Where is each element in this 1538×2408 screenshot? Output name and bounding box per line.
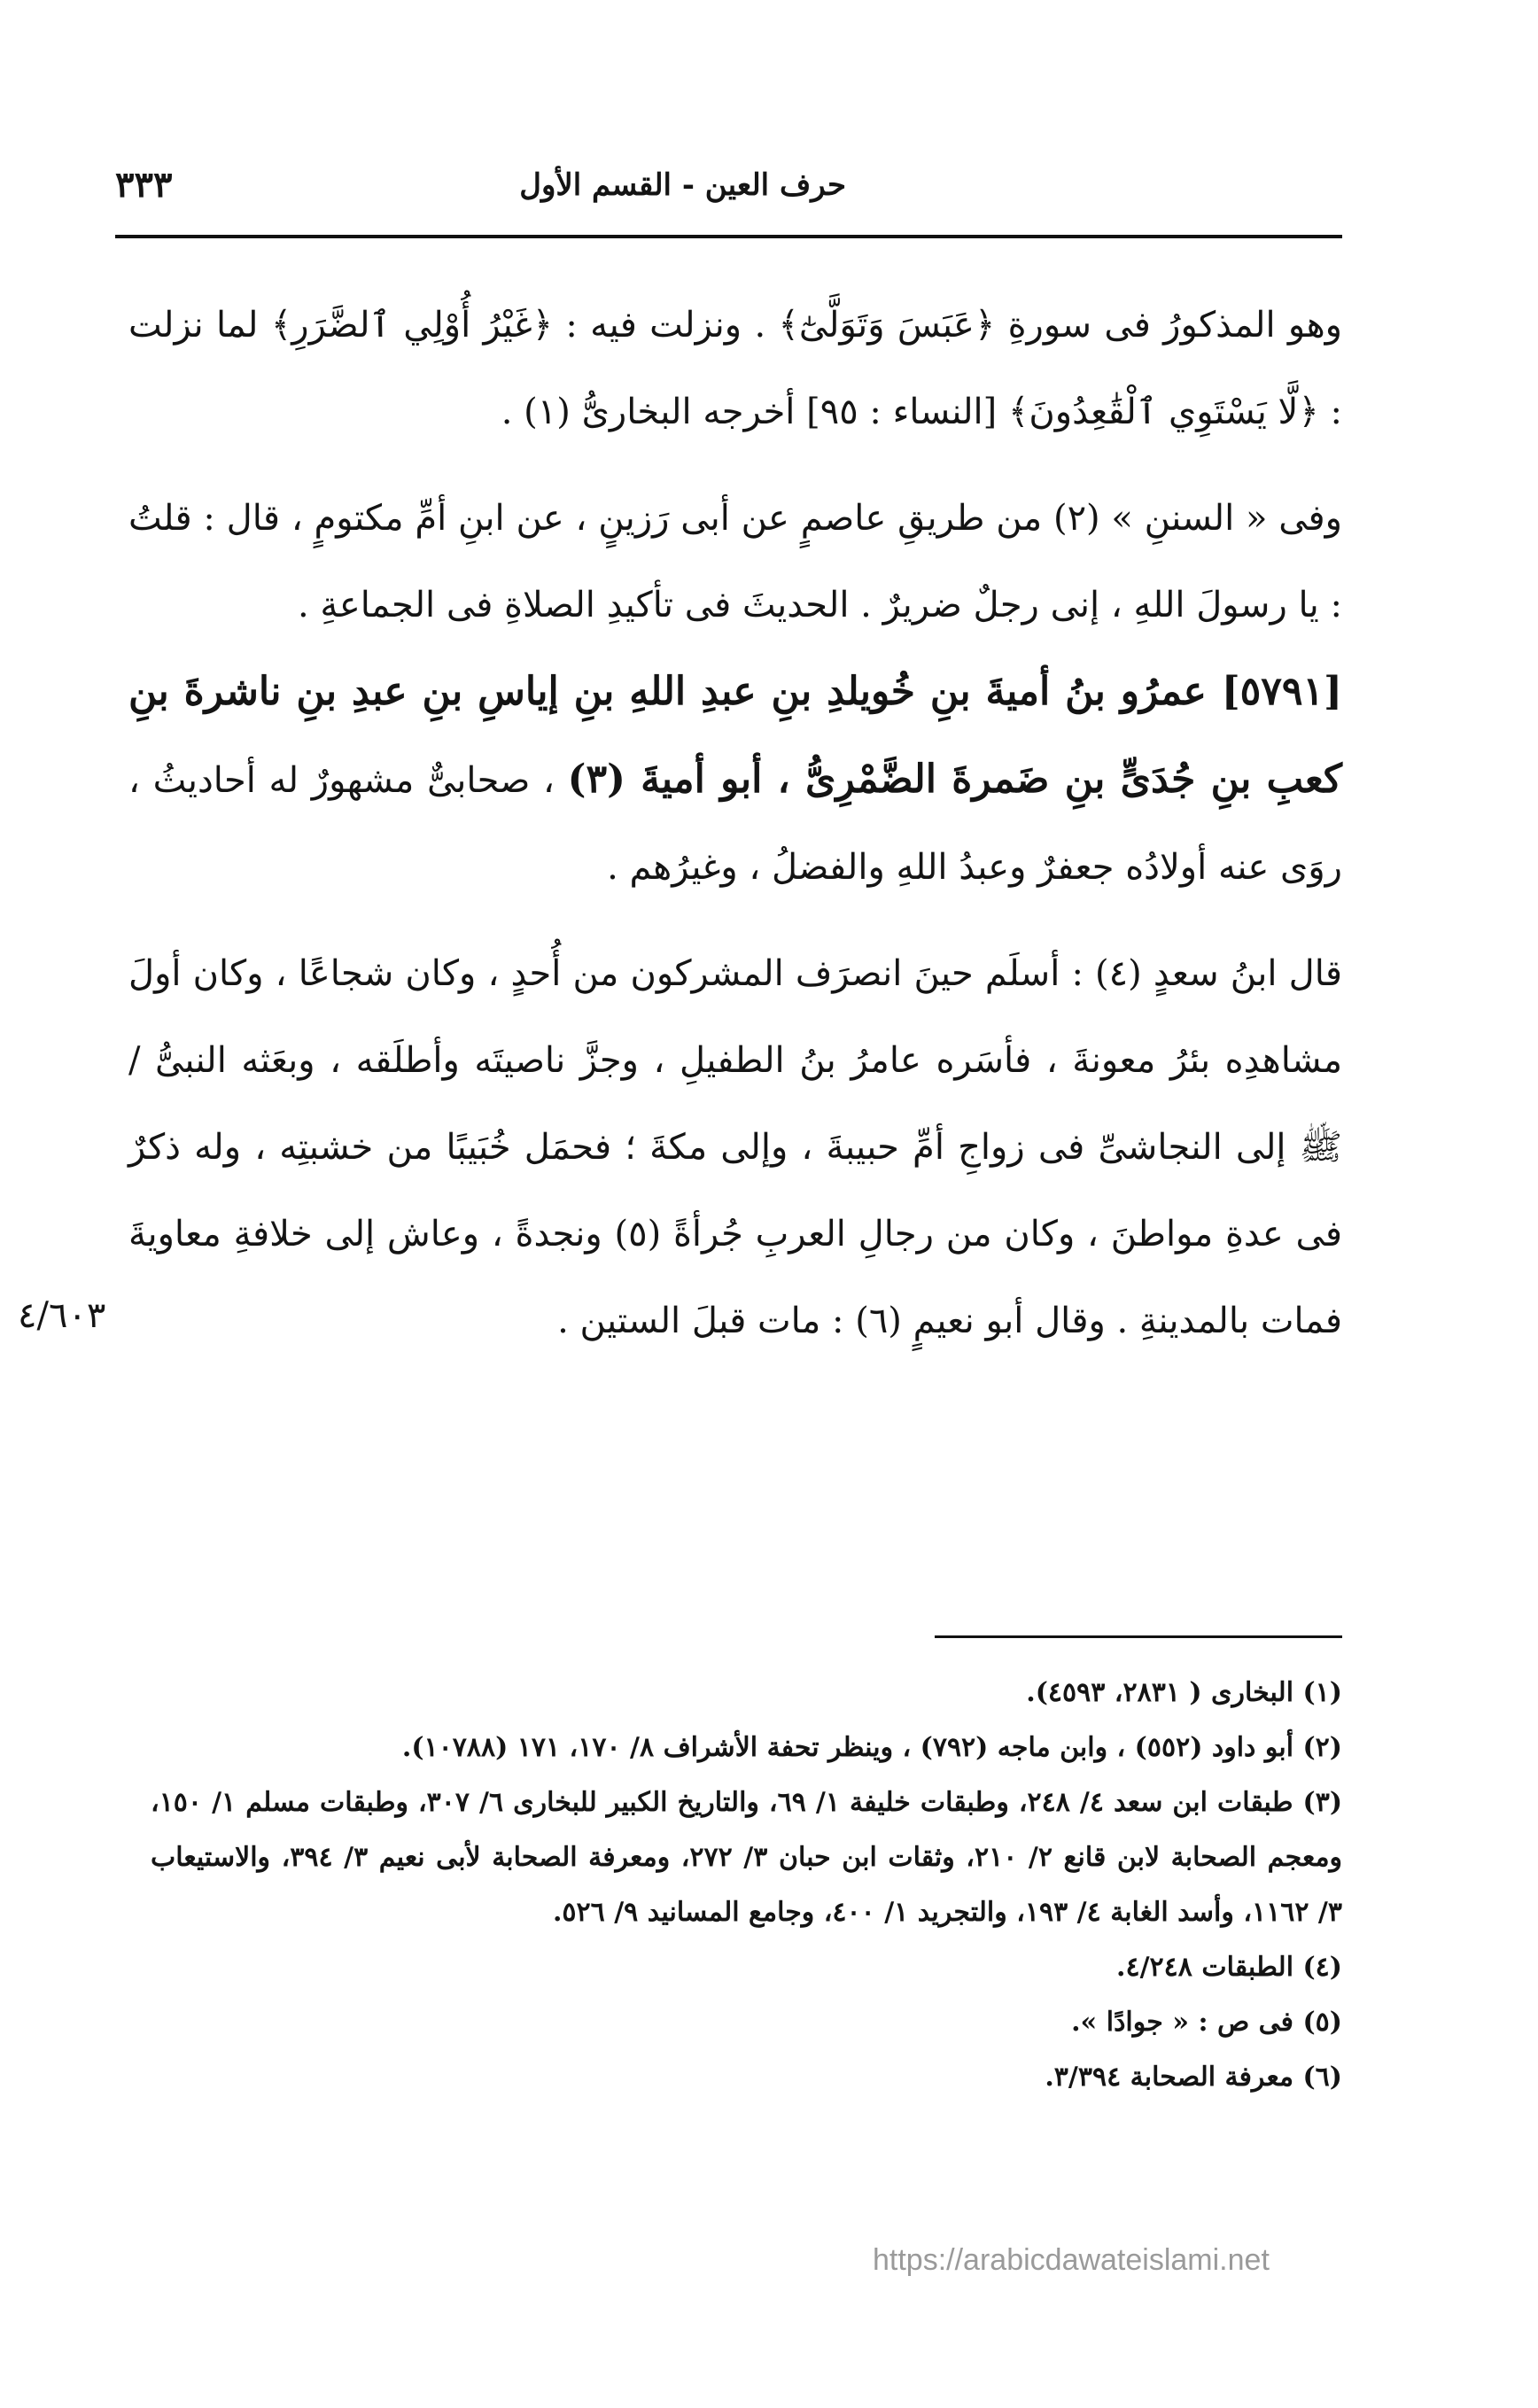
- page-number: ٣٣٣: [115, 164, 173, 206]
- footnote-2: (٢) أبو داود (٥٥٢) ، وابن ماجه (٧٩٢) ، وينظر تحفة الأشراف ٨/ ١٧٠، ١٧١ (١٠٧٨٨).: [401, 1732, 1342, 1763]
- paragraph-intro: وهو المذكورُ فى سورةِ ﴿عَبَسَ وَتَوَلَّىٰٓ﴾ . ونزلت فيه : ﴿غَيْرُ أُوْلِي ٱلضَّرَرِ﴾ لما نزلت : ﴿لَّا يَسْتَوِي ٱلْقَٰعِدُونَ﴾ [النساء : ٩٥] أخرجه البخارىُّ (١) .: [128, 305, 1342, 432]
- paragraph-sunan: وفى « السننِ » (٢) من طريقِ عاصمٍ عن أبى رَزينٍ ، عن ابنِ أمِّ مكتومٍ ، قال : قلتُ : يا رسولَ اللهِ ، إنى رجلٌ ضريرٌ . الحديثَ فى تأكيدِ الصلاةِ فى الجماعةِ .: [128, 498, 1342, 625]
- footnote-3: (٣) طبقات ابن سعد ٤/ ٢٤٨، وطبقات خليفة ١/ ٦٩، والتاريخ الكبير للبخارى ٦/ ٣٠٧، وطبقات مسلم ١/ ١٥٠، ومعجم الصحابة لابن قانع ٢/ ٢١٠، وثقات ابن حبان ٣/ ٢٧٢، ومعرفة الصحابة لأبى نعيم ٣/ ٣٩٤، والاستيعاب ٣/ ١١٦٢، وأسد الغابة ٤/ ١٩٣، والتجريد ١/ ٤٠٠، وجامع المسانيد ٩/ ٥٢٦.: [151, 1787, 1343, 1928]
- entry-heading: [٥٧٩١] عمرُو بنُ أميةَ بنِ خُويلدِ بنِ عبدِ اللهِ بنِ إياسِ بنِ عبدِ بنِ ناشرةَ بنِ كعبِ بنِ جُدَىٍّ بنِ ضَمرةَ الضَّمْرِىُّ ، أبو أميةَ (٣): [128, 669, 1342, 802]
- footnote-5: (٥) فى ص : « جوادًا ».: [1071, 2007, 1342, 2038]
- footnote-4: (٤) الطبقات ٤/٢٤٨.: [1116, 1952, 1342, 1983]
- paragraph-ibn-saad: قال ابنُ سعدٍ (٤) : أسلَم حينَ انصرَف المشركون من أُحدٍ ، وكان شجاعًا ، وكان أولَ مشاهدِه بئرُ معونةَ ، فأسَره عامرُ بنُ الطفيلِ ، وجزَّ ناصيتَه وأطلَقه ، وبعَثه النبىُّ / ﷺ إلى النجاشىِّ فى زواجِ أمِّ حبيبةَ ، وإلى مكةَ ؛ فحمَل خُبَيبًا من خشبتِه ، وله ذكرٌ فى عدةِ مواطنَ ، وكان من رجالِ العربِ جُرأةً (٥) ونجدةً ، وعاش إلى خلافةِ معاويةَ فمات بالمدينةِ . وقال أبو نعيمٍ (٦) : مات قبلَ الستين .: [128, 953, 1343, 1341]
- footnote-6: (٦) معرفة الصحابة ٣/٣٩٤.: [1045, 2062, 1342, 2093]
- watermark-url: https://arabicdawateislami.net: [873, 2243, 1270, 2277]
- footnotes: [151, 1666, 1342, 2105]
- entry-description: ، صحابىٌّ مشهورٌ له أحاديثُ ، روَى عنه أولادُه جعفرٌ وعبدُ اللهِ والفضلُ ، وغيرُهم .: [128, 760, 1342, 888]
- running-title: حرف العين - القسم الأول: [519, 167, 846, 203]
- main-text: [128, 282, 1342, 1364]
- margin-volume-page-note: ٤/٦٠٣: [18, 1295, 106, 1336]
- footnote-1: (١) البخارى ( ٢٨٣١، ٤٥٩٣).: [1026, 1677, 1342, 1708]
- biography-entry: [128, 649, 1342, 911]
- page-header: [115, 155, 1342, 238]
- footnote-divider: [935, 1635, 1342, 1638]
